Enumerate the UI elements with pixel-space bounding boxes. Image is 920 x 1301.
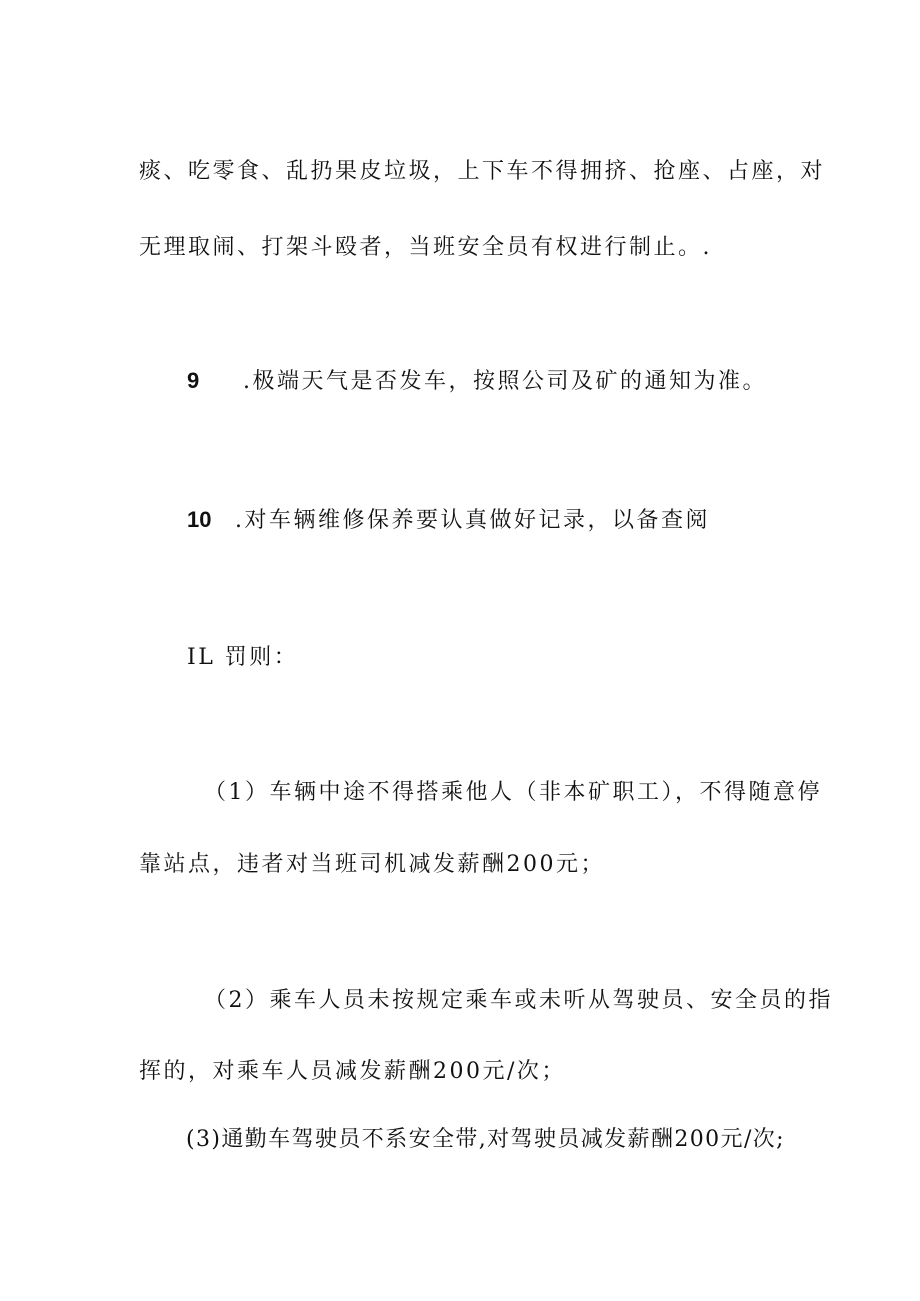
paragraph-line-2: 无理取闹、打架斗殴者，当班安全员有权进行制止。. bbox=[139, 235, 712, 260]
list-item-10 bbox=[187, 505, 710, 536]
list-item-9 bbox=[187, 366, 767, 397]
list-item-text: .极端天气是否发车，按照公司及矿的通知为准。 bbox=[243, 369, 767, 394]
section-heading-penalties: IL 罚则： bbox=[187, 645, 299, 670]
penalty-2-line-1: （2）乘车人员未按规定乘车或未听从驾驶员、安全员的指 bbox=[204, 988, 833, 1013]
list-item-number: 10 bbox=[187, 507, 212, 532]
penalty-3-line-1: (3)通勤车驾驶员不系安全带,对驾驶员减发薪酬200元/次; bbox=[186, 1127, 785, 1152]
list-item-number: 9 bbox=[187, 368, 200, 393]
penalty-1-line-2: 靠站点，违者对当班司机减发薪酬200元； bbox=[139, 852, 605, 877]
list-item-text: .对车辆维修保养要认真做好记录，以备查阅 bbox=[235, 508, 710, 533]
penalty-1-line-1: （1）车辆中途不得搭乘他人（非本矿职工），不得随意停 bbox=[204, 780, 822, 805]
paragraph-line-1: 痰、吃零食、乱扔果皮垃圾，上下车不得拥挤、抢座、占座，对 bbox=[139, 159, 826, 184]
penalty-2-line-2: 挥的，对乘车人员减发薪酬200元/次； bbox=[139, 1059, 566, 1084]
